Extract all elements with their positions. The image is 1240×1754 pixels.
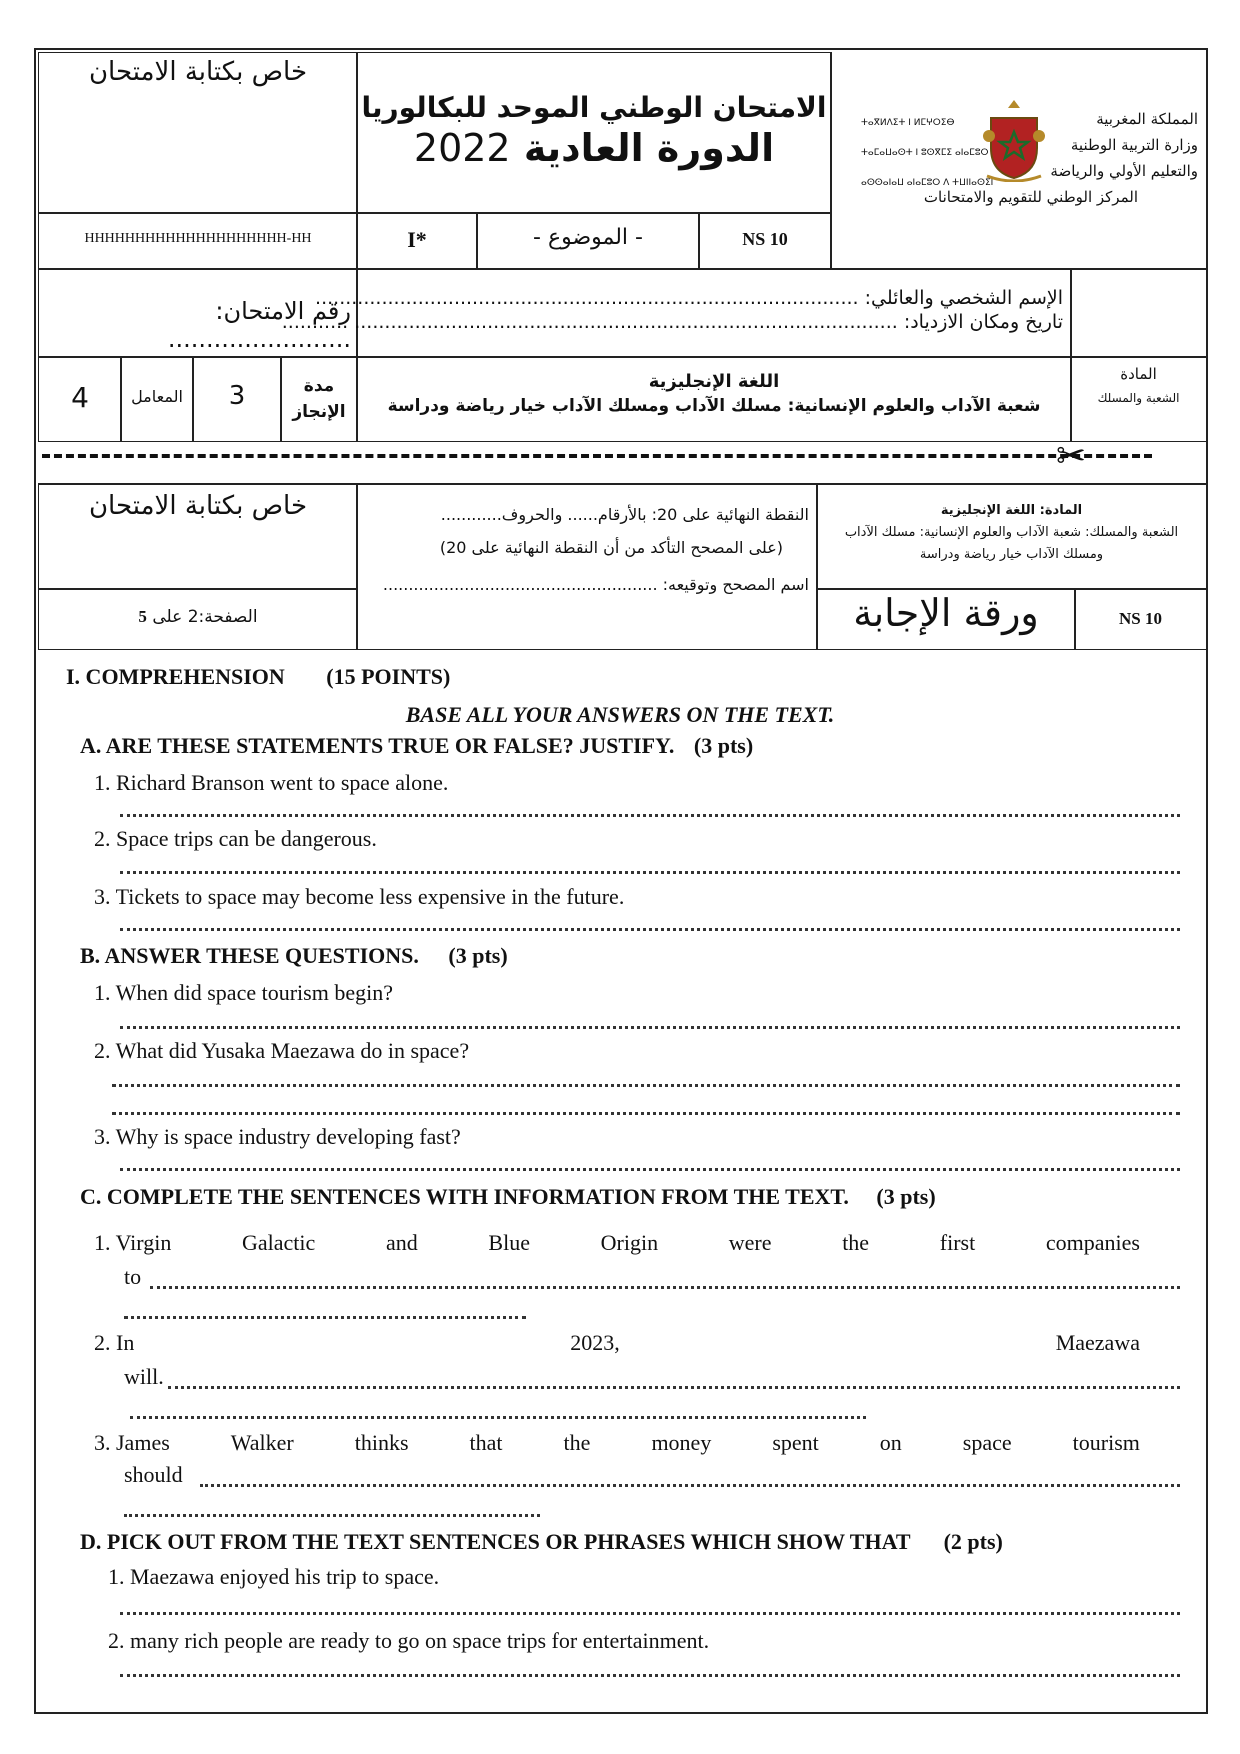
- b-item-2: 2. What did Yusaka Maezawa do in space?: [94, 1038, 470, 1063]
- answer-line[interactable]: [120, 1658, 1180, 1677]
- subject-label: - الموضوع -: [533, 225, 643, 250]
- scissors-icon: ✂: [1056, 436, 1087, 477]
- tifinagh-block: ⵜⴰⴳⵍⴷⵉⵜ ⵏ ⵍⵎⵖⵔⵉⴱ ⵜⴰⵎⴰⵡⴰⵙⵜ ⵏ ⵓⵙⴳⵎⵉ ⴰⵏⴰⵎⵓⵔ ⴰⵙⵙⴰⵏⴰⵡ ⴰⵏⴰⵎⵓⵔ ⴷ ⵜⵡⵏⵏⴰⵙⵉⵏ: [861, 118, 994, 188]
- section-b-pts: (3 pts): [448, 943, 508, 968]
- candidate-blank: [1070, 268, 1206, 358]
- duration-box: [192, 356, 282, 442]
- reserved-label-top: خاص بكتابة الامتحان: [88, 57, 308, 87]
- answer-sheet-box: [816, 588, 1076, 650]
- coefficient-value: 4: [71, 381, 89, 414]
- small-branch: الشعبة والمسلك: شعبة الآداب والعلوم الإنسانية: مسلك الآداب ومسلك الآداب خيار رياضة ودراسة: [844, 525, 1179, 562]
- section-c-pts: (3 pts): [876, 1184, 936, 1209]
- subject-header-box: [1070, 356, 1206, 442]
- candidate-box: [281, 268, 1072, 358]
- a-item-1: 1. Richard Branson went to space alone.: [94, 770, 449, 795]
- c-item-3: 3. James Walker thinks that the money spent on space tourism: [94, 1430, 1140, 1455]
- exam-title: الامتحان الوطني الموحد للبكالوريا: [361, 91, 827, 124]
- ministry-block: المملكة المغربية وزارة التربية الوطنية والتعليم الأولي والرياضة المركز الوطني للتقويم والامتحانات: [923, 110, 1198, 206]
- comprehension-points: (15 POINTS): [326, 664, 451, 689]
- d-item-1: 1. Maezawa enjoyed his trip to space.: [108, 1564, 440, 1589]
- answer-line[interactable]: [200, 1468, 1180, 1487]
- reserved-box-bottom: [38, 484, 358, 590]
- answer-line[interactable]: [168, 1370, 1180, 1389]
- duration-label-box: [280, 356, 358, 442]
- grader-note: (على المصحح التأكد من أن النقطة النهائية على 20): [439, 538, 783, 557]
- exam-title-box: [356, 52, 832, 214]
- answer-line[interactable]: [120, 1010, 1180, 1029]
- grader-name[interactable]: اسم المصحح وتوقيعه: ......................................................: [382, 575, 809, 594]
- final-score[interactable]: النقطة النهائية على 20: بالأرقام...... والحروف............: [440, 505, 809, 524]
- c-item-3-cont: should: [124, 1462, 183, 1487]
- session-name: الدورة العادية: [523, 126, 775, 170]
- subject-label-box: [476, 212, 700, 270]
- birth-label[interactable]: تاريخ ومكان الازدياد: .......................................................................................... ...........: [281, 311, 1063, 333]
- branch-name: شعبة الآداب والعلوم الإنسانية: مسلك الآداب ومسلك الآداب خيار رياضة ودراسة: [387, 396, 1041, 416]
- duration-value: 3: [228, 381, 246, 411]
- instruction: BASE ALL YOUR ANSWERS ON THE TEXT.: [405, 702, 835, 727]
- d-item-2: 2. many rich people are ready to go on space trips for entertainment.: [108, 1628, 710, 1653]
- b-item-3: 3. Why is space industry developing fast?: [94, 1124, 461, 1149]
- grading-box: [356, 484, 818, 650]
- c-item-1: 1. Virgin Galactic and Blue Origin were the first companies: [94, 1230, 1140, 1255]
- comprehension-title: I. COMPREHENSION: [66, 664, 285, 689]
- answer-line[interactable]: [120, 1596, 1180, 1615]
- answer-line[interactable]: [124, 1300, 526, 1319]
- section-a-pts: (3 pts): [693, 733, 754, 758]
- reserved-label-bottom: خاص بكتابة الامتحان: [88, 491, 308, 521]
- c-item-2: 2. In 2023, Maezawa: [94, 1330, 1140, 1355]
- ministry-box: [830, 52, 1206, 270]
- answer-line[interactable]: [130, 1400, 866, 1419]
- answer-line[interactable]: [120, 912, 1180, 931]
- code-line: HHHHHHHHHHHHHHHHHHHH-HH: [84, 231, 312, 246]
- section-a-title: A. ARE THESE STATEMENTS TRUE OR FALSE? JUSTIFY.: [80, 733, 675, 758]
- ns-code-2: NS 10: [1119, 609, 1162, 628]
- coefficient-label: المعامل: [131, 387, 183, 406]
- small-subject-box: [816, 484, 1206, 590]
- section-d-pts: (2 pts): [943, 1529, 1003, 1554]
- answer-line[interactable]: [120, 855, 1180, 874]
- subject-code-box: [356, 212, 478, 270]
- b-item-1: 1. When did space tourism begin?: [94, 980, 393, 1005]
- cut-row: [38, 440, 1206, 484]
- section-d-title: D. PICK OUT FROM THE TEXT SENTENCES OR PHRASES WHICH SHOW THAT: [80, 1529, 911, 1554]
- section-c-title: C. COMPLETE THE SENTENCES WITH INFORMATION FROM THE TEXT.: [80, 1184, 849, 1209]
- session-year: 2022: [413, 126, 511, 170]
- subject-header: المادة: [1120, 365, 1157, 383]
- answer-line[interactable]: [120, 1152, 1180, 1171]
- coefficient-box: [38, 356, 122, 442]
- subject-name: اللغة الإنجليزية: [648, 371, 780, 392]
- answer-line[interactable]: [150, 1270, 1180, 1289]
- subject-name-box: [356, 356, 1072, 442]
- coefficient-label-box: [120, 356, 194, 442]
- answer-line[interactable]: [112, 1068, 1180, 1087]
- section-b-title: B. ANSWER THESE QUESTIONS.: [80, 943, 419, 968]
- exam-number-label: رقم الامتحان: ........................: [167, 297, 351, 353]
- page-box: [38, 588, 358, 650]
- ns-code-box-2: [1074, 588, 1206, 650]
- answer-line[interactable]: [120, 798, 1180, 817]
- answer-sheet-title: ورقة الإجابة: [853, 591, 1039, 635]
- answer-line[interactable]: [112, 1096, 1180, 1115]
- c-item-1-cont: to: [124, 1264, 142, 1289]
- answer-line[interactable]: [124, 1498, 540, 1517]
- c-item-2-cont: will.: [124, 1364, 164, 1389]
- name-label[interactable]: الإسم الشخصي والعائلي: ..........................................................................................: [315, 287, 1063, 309]
- branch-header: الشعبة والمسلك: [1097, 391, 1180, 405]
- duration-label: مدة الإنجاز: [292, 376, 346, 422]
- subject-code: I*: [407, 227, 427, 252]
- a-item-3: 3. Tickets to space may become less expensive in the future.: [94, 884, 625, 909]
- ns-code: NS 10: [742, 229, 788, 249]
- page-total: 5: [138, 607, 147, 626]
- page-label: الصفحة:2 على: [152, 607, 258, 627]
- a-item-2: 2. Space trips can be dangerous.: [94, 826, 377, 851]
- ns-code-box: [698, 212, 832, 270]
- reserved-box-top: [38, 52, 358, 214]
- code-box: [38, 212, 358, 270]
- small-subject: المادة: اللغة الإنجليزية: [940, 503, 1083, 518]
